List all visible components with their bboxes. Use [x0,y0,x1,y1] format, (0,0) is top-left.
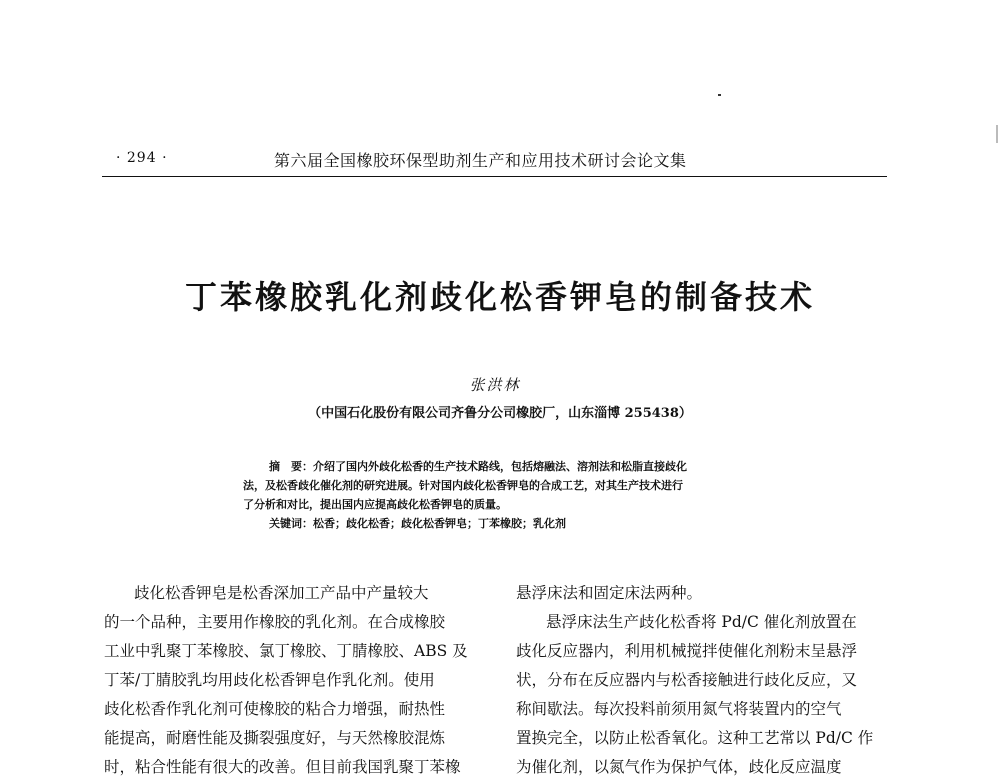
body-line: 能提高，耐磨性能及撕裂强度好，与天然橡胶混炼 [104,729,446,747]
page-number: · 294 · [116,150,168,166]
body-column-right [516,579,911,782]
abstract-label: 摘 要： [269,460,313,473]
body-line: 的一个品种，主要用作橡胶的乳化剂。在合成橡胶 [104,613,446,631]
author-affiliation: （中国石化股份有限公司齐鲁分公司橡胶厂，山东淄博 255438） [308,406,692,421]
scan-edge-mark [996,125,998,143]
header-rule [102,176,887,177]
abstract-line: 了分析和对比，提出国内应提高歧化松香钾皂的质量。 [243,498,507,511]
journal-title: 第六届全国橡胶环保型助剂生产和应用技术研讨会论文集 [274,151,687,170]
abstract [243,457,763,533]
body-line: 歧化松香钾皂是松香深加工产品中产量较大 [134,584,429,602]
body-column-left [104,579,499,782]
keywords-label: 关键词： [269,517,313,530]
keywords-text: 松香；歧化松香；歧化松香钾皂；丁苯橡胶；乳化剂 [313,517,566,530]
body-line: 状，分布在反应器内与松香接触进行歧化反应，又 [516,671,858,689]
body-line: 歧化反应器内，利用机械搅拌使催化剂粉末呈悬浮 [516,642,858,660]
body-line: 悬浮床法和固定床法两种。 [516,584,703,602]
abstract-line [243,457,763,476]
article-title: 丁苯橡胶乳化剂歧化松香钾皂的制备技术 [184,278,815,316]
running-header [102,145,887,175]
body-line: 丁苯/丁腈胶乳均用歧化松香钾皂作乳化剂。使用 [104,671,435,689]
abstract-text: 介绍了国内外歧化松香的生产技术路线，包括熔融法、溶剂法和松脂直接歧化 [313,460,687,473]
body-line: 工业中乳聚丁苯橡胶、氯丁橡胶、丁腈橡胶、ABS 及 [104,642,468,660]
body-line: 歧化松香作乳化剂可使橡胶的粘合力增强，耐热性 [104,700,446,718]
author-name: 张洪林 [469,376,521,394]
body-line: 称间歇法。每次投料前须用氮气将装置内的空气 [516,700,842,718]
scan-speck [718,94,721,96]
keywords-line [243,514,763,533]
abstract-line: 法，及松香歧化催化剂的研究进展。针对国内歧化松香钾皂的合成工艺，对其生产技术进行 [243,479,683,492]
body-line: 置换完全，以防止松香氧化。这种工艺常以 Pd/C 作 [516,729,874,747]
body-line: 悬浮床法生产歧化松香将 Pd/C 催化剂放置在 [546,613,857,631]
body-line: 为催化剂，以氮气作为保护气体，歧化反应温度 [516,758,842,776]
body-line: 时，粘合性能有很大的改善。但目前我国乳聚丁苯橡 [104,758,461,776]
